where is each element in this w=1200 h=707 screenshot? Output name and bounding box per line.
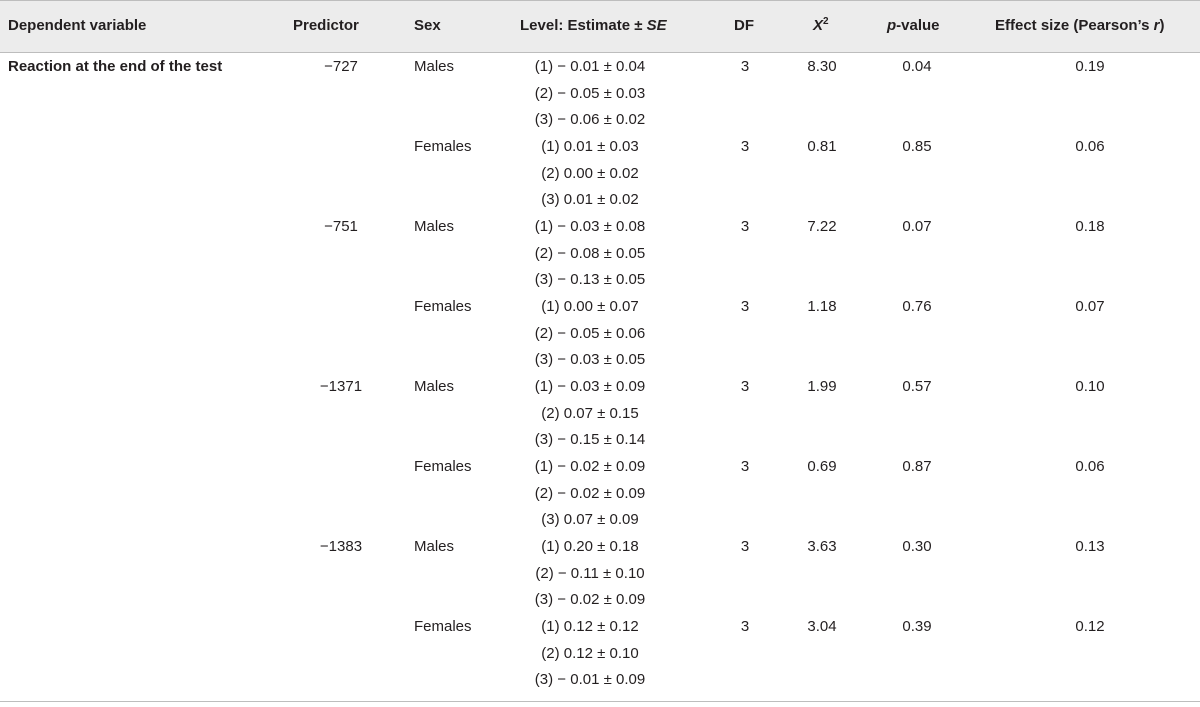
p-value-cell: 0.85 [902, 138, 932, 155]
level-estimate-cell: (2) − 0.02 ± 0.09 [534, 484, 646, 502]
sex-cell: Females [414, 138, 472, 155]
df-cell: 3 [740, 378, 750, 395]
p-value-cell: 0.04 [902, 58, 932, 75]
level-estimate-cell: (1) 0.20 ± 0.18 [541, 538, 639, 555]
effect-size-cell: 0.06 [1075, 138, 1105, 155]
df-cell: 3 [740, 58, 750, 75]
bottom-rule [0, 701, 1200, 702]
sex-cell: Females [414, 618, 472, 635]
chi-square-cell: 3.63 [807, 538, 837, 555]
sex-cell: Males [414, 378, 455, 395]
effect-size-cell: 0.07 [1075, 298, 1105, 315]
header-chi: X [813, 17, 824, 34]
level-estimate-cell: (2) − 0.05 ± 0.06 [534, 324, 646, 342]
level-estimate-cell: (3) − 0.03 ± 0.05 [534, 351, 646, 369]
df-cell: 3 [740, 538, 750, 555]
chi-square-cell: 0.69 [807, 458, 837, 475]
level-estimate-cell: (1) 0.12 ± 0.12 [541, 618, 639, 635]
header-level-prefix: Level: Estimate ± [520, 17, 647, 34]
header-chi-square [813, 16, 829, 36]
header-effect-prefix: Effect size (Pearson’s [995, 17, 1154, 34]
df-cell: 3 [740, 618, 750, 635]
sex-cell: Males [414, 538, 455, 555]
level-estimate-cell: (2) − 0.05 ± 0.03 [534, 84, 646, 102]
sex-cell: Males [414, 58, 455, 75]
level-estimate-cell: (2) 0.07 ± 0.15 [541, 404, 639, 422]
level-estimate-cell: (2) 0.00 ± 0.02 [541, 164, 639, 182]
level-estimate-cell: (3) 0.01 ± 0.02 [541, 191, 639, 209]
level-estimate-cell: (3) − 0.13 ± 0.05 [534, 271, 646, 289]
p-value-cell: 0.76 [902, 298, 932, 315]
effect-size-cell: 0.06 [1075, 458, 1105, 475]
header-level-se: SE [646, 17, 667, 34]
sex-cell: Females [414, 458, 472, 475]
level-estimate-cell: (3) − 0.01 ± 0.09 [534, 671, 646, 689]
effect-size-cell: 0.13 [1075, 538, 1105, 555]
level-estimate-cell: (1) − 0.03 ± 0.09 [534, 378, 646, 395]
header-effect-r: r [1153, 17, 1160, 34]
level-estimate-cell: (3) − 0.15 ± 0.14 [534, 431, 646, 449]
p-value-cell: 0.57 [902, 378, 932, 395]
p-value-cell: 0.39 [902, 618, 932, 635]
header-effect-size [995, 16, 1165, 36]
df-cell: 3 [740, 298, 750, 315]
predictor-cell: −751 [324, 218, 358, 235]
predictor-cell: −1371 [319, 378, 363, 395]
header-p-rest: -value [896, 17, 940, 34]
level-estimate-cell: (2) 0.12 ± 0.10 [541, 644, 639, 662]
level-estimate-cell: (1) − 0.03 ± 0.08 [534, 218, 646, 235]
header-rule [0, 52, 1200, 53]
p-value-cell: 0.30 [902, 538, 932, 555]
header-chi-sup: 2 [823, 16, 829, 27]
sex-cell: Males [414, 218, 455, 235]
predictor-cell: −727 [324, 58, 358, 75]
dependent-variable-cell: Reaction at the end of the test [8, 58, 223, 75]
header-predictor: Predictor [293, 17, 359, 34]
header-p-italic: p [887, 17, 897, 34]
level-estimate-cell: (3) − 0.06 ± 0.02 [534, 111, 646, 129]
chi-square-cell: 3.04 [807, 618, 837, 635]
chi-square-cell: 1.18 [807, 298, 837, 315]
level-estimate-cell: (3) − 0.02 ± 0.09 [534, 591, 646, 609]
header-effect-suffix: ) [1159, 17, 1165, 34]
level-estimate-cell: (1) − 0.02 ± 0.09 [534, 458, 646, 475]
effect-size-cell: 0.19 [1075, 58, 1105, 75]
level-estimate-cell: (1) 0.00 ± 0.07 [541, 298, 639, 315]
chi-square-cell: 1.99 [807, 378, 837, 395]
chi-square-cell: 7.22 [807, 218, 837, 235]
effect-size-cell: 0.18 [1075, 218, 1105, 235]
level-estimate-cell: (1) 0.01 ± 0.03 [541, 138, 639, 155]
level-estimate-cell: (2) − 0.08 ± 0.05 [534, 244, 646, 262]
header-dependent-variable: Dependent variable [8, 17, 147, 34]
top-rule [0, 0, 1200, 1]
df-cell: 3 [740, 458, 750, 475]
level-estimate-cell: (2) − 0.11 ± 0.10 [535, 564, 645, 582]
level-estimate-cell: (3) 0.07 ± 0.09 [541, 511, 639, 529]
effect-size-cell: 0.10 [1075, 378, 1105, 395]
level-estimate-cell: (1) − 0.01 ± 0.04 [534, 58, 646, 75]
df-cell: 3 [740, 138, 750, 155]
header-sex: Sex [414, 17, 441, 34]
df-cell: 3 [740, 218, 750, 235]
p-value-cell: 0.87 [902, 458, 932, 475]
sex-cell: Females [414, 298, 472, 315]
chi-square-cell: 8.30 [807, 58, 837, 75]
header-p-value [887, 16, 940, 36]
predictor-cell: −1383 [319, 538, 363, 555]
chi-square-cell: 0.81 [807, 138, 837, 155]
effect-size-cell: 0.12 [1075, 618, 1105, 635]
header-df: DF [734, 17, 754, 34]
p-value-cell: 0.07 [902, 218, 932, 235]
header-level-estimate [520, 16, 667, 36]
